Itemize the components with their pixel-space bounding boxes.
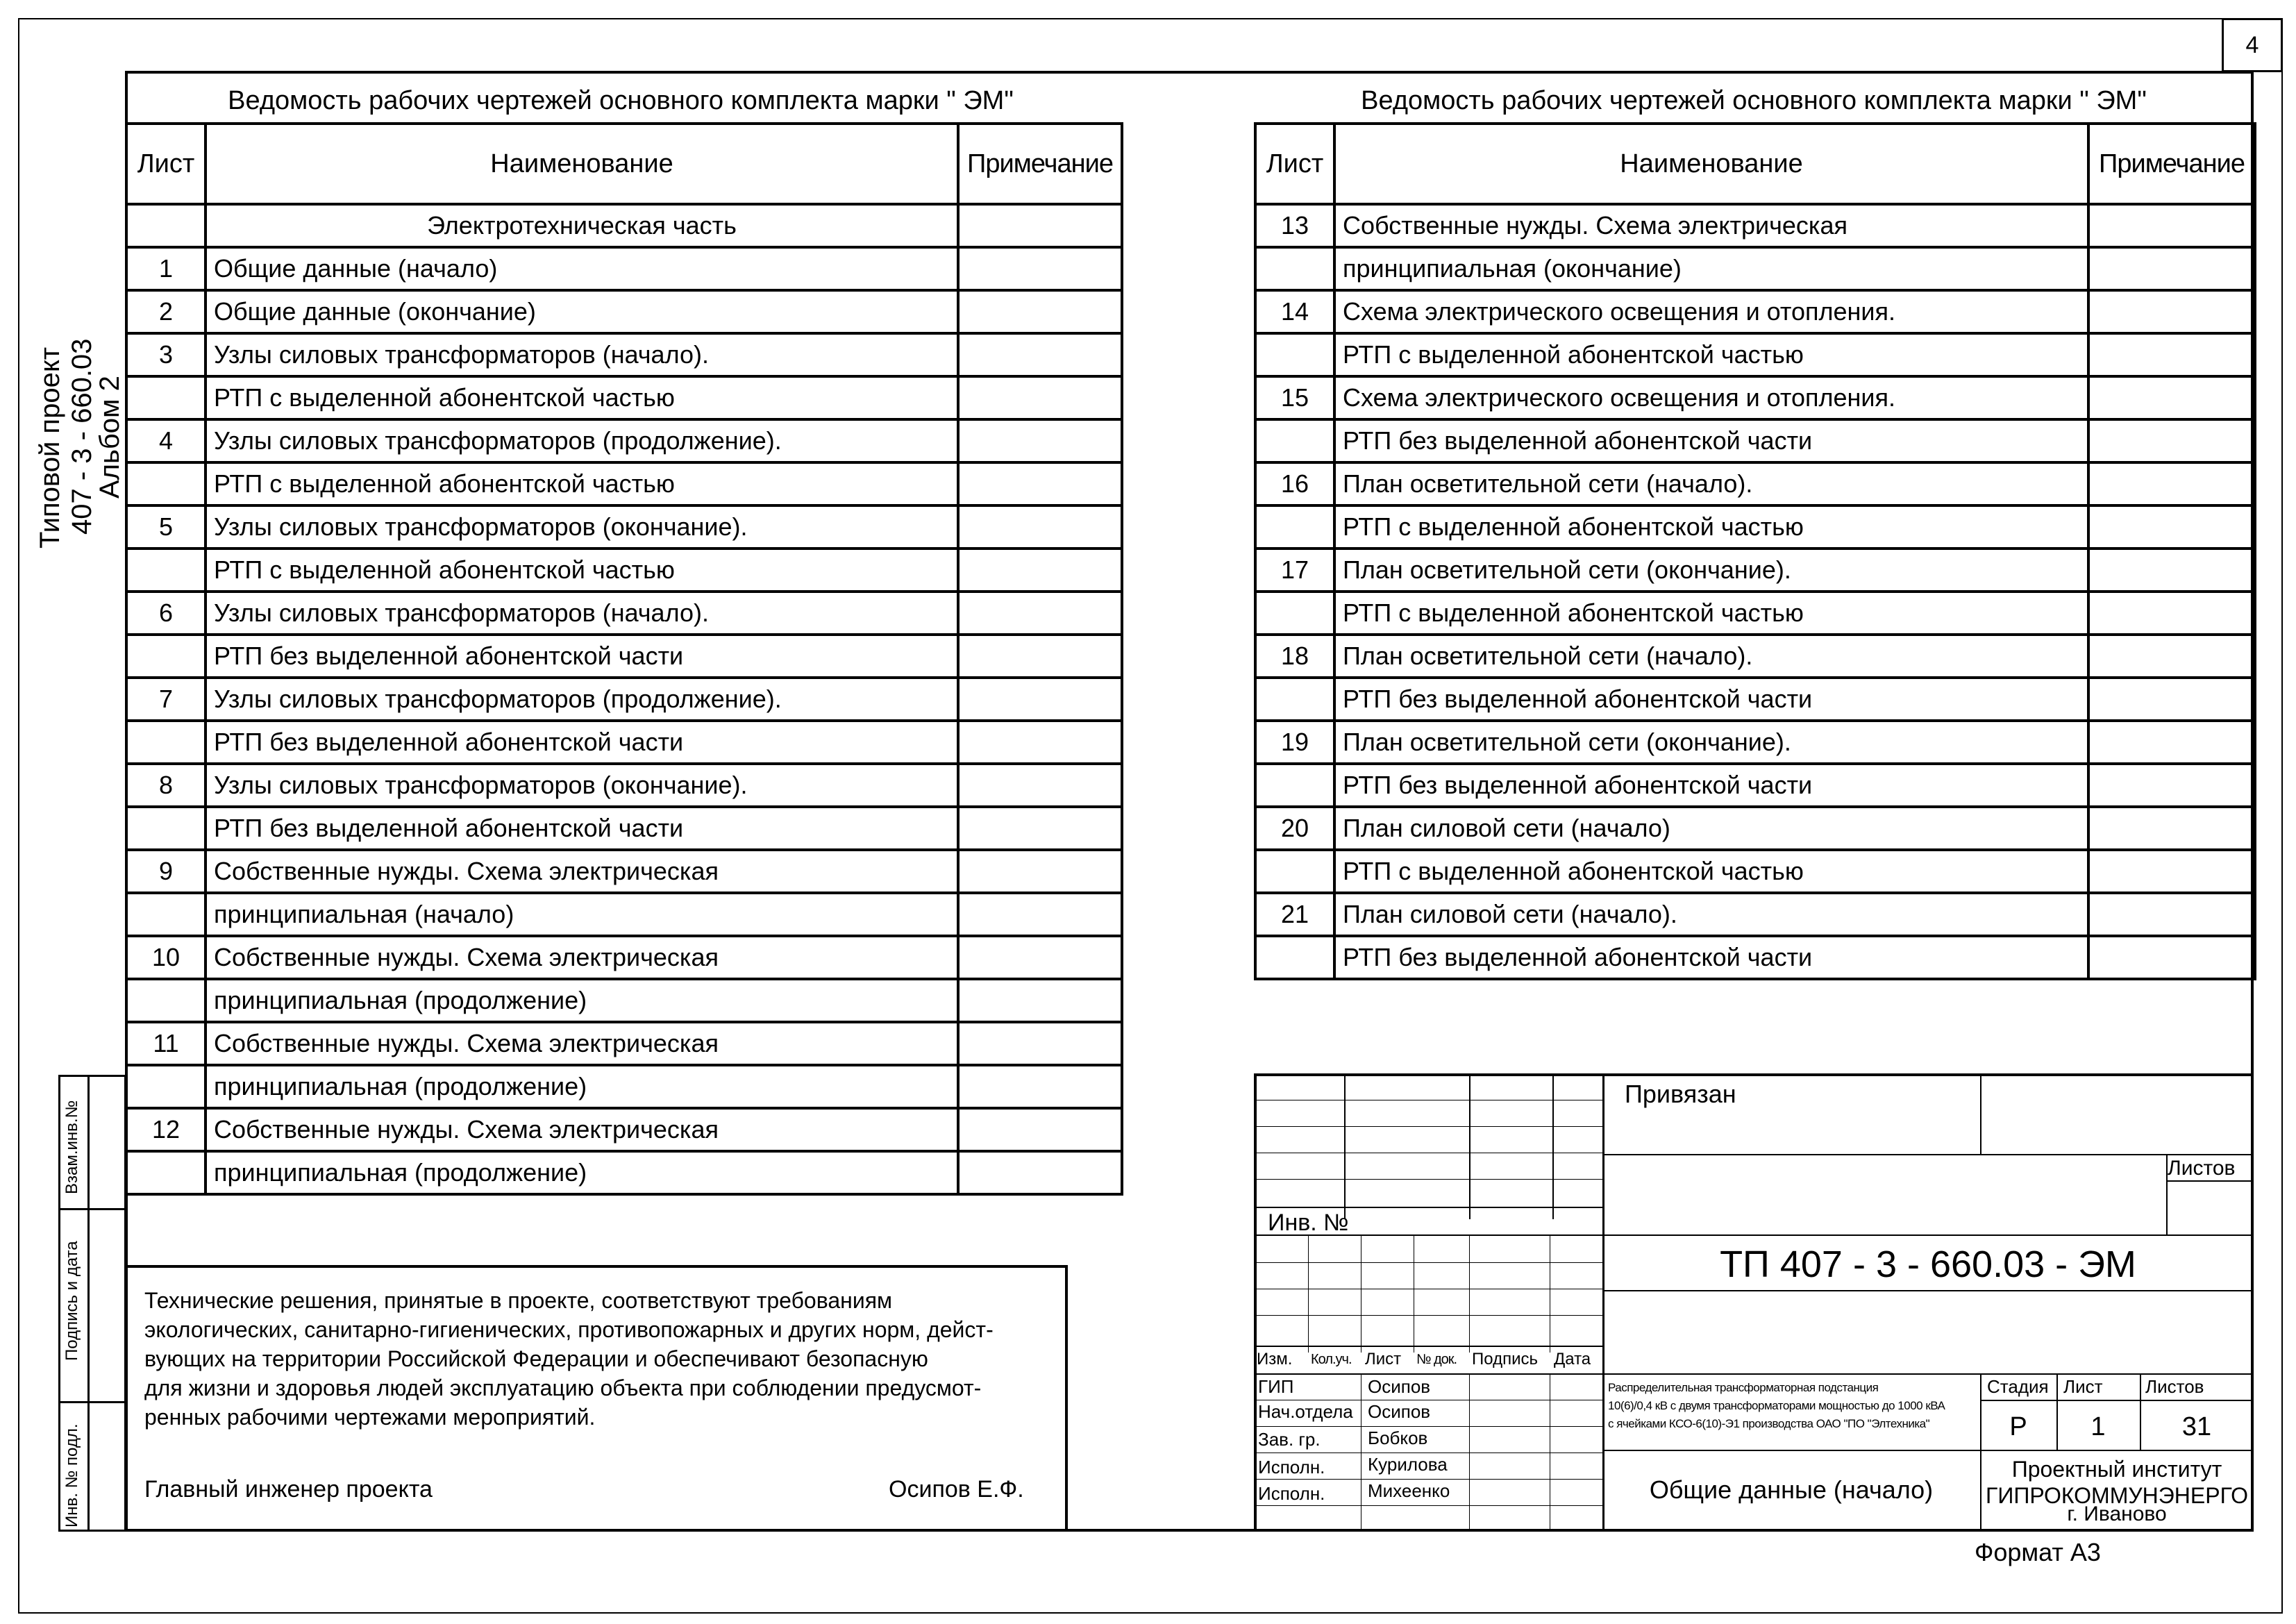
sheet-number-cell xyxy=(126,721,206,764)
note-cell xyxy=(958,721,1122,764)
sheet-number-cell xyxy=(1255,764,1334,807)
note-cell xyxy=(2088,290,2255,333)
sheet-number-cell xyxy=(1255,419,1334,462)
note-cell xyxy=(958,290,1122,333)
sheet-name-cell: принципиальная (продолжение) xyxy=(206,979,958,1022)
note-cell xyxy=(958,376,1122,419)
note-cell xyxy=(2088,635,2255,678)
table-row xyxy=(126,462,1122,505)
table-row xyxy=(126,678,1122,721)
note-cell xyxy=(2088,893,2255,936)
table-row xyxy=(126,850,1122,893)
sheet-number-cell: 7 xyxy=(126,678,206,721)
table-row xyxy=(126,376,1122,419)
note-cell xyxy=(958,462,1122,505)
note-cell xyxy=(958,936,1122,979)
note-cell xyxy=(958,592,1122,635)
format-label: Формат А3 xyxy=(1975,1538,2101,1566)
sheet-name-cell: Узлы силовых трансформаторов (продолжение). xyxy=(206,678,958,721)
note-line: Технические решения, принятые в проекте, соответствуют требованиям xyxy=(144,1288,893,1313)
sheet-number-cell: 13 xyxy=(1255,204,1334,247)
sheet-name-cell: РТП с выделенной абонентской частью xyxy=(1334,333,2088,376)
table-row xyxy=(126,1022,1122,1065)
sheet-number-cell xyxy=(126,807,206,850)
sheet-number-cell xyxy=(126,979,206,1022)
sheet-number-cell: 8 xyxy=(126,764,206,807)
table-header xyxy=(126,124,1122,204)
sheet-number-cell: 9 xyxy=(126,850,206,893)
sheet-number-cell: 10 xyxy=(126,936,206,979)
stage-value: Р xyxy=(2009,1412,2027,1441)
object-line: Распределительная трансформаторная подстанция xyxy=(1608,1381,1879,1394)
note-cell xyxy=(958,807,1122,850)
table-row xyxy=(1255,204,2255,247)
role-nach: Нач.отдела xyxy=(1258,1401,1353,1422)
inv-label: Инв. № подл. xyxy=(62,1423,81,1527)
sheet-name-cell: принципиальная (продолжение) xyxy=(206,1151,958,1194)
note-cell xyxy=(958,850,1122,893)
org-line2: ГИПРОКОММУНЭНЕРГО xyxy=(1986,1483,2248,1508)
table-row xyxy=(1255,936,2255,979)
sheet-number-cell xyxy=(126,1065,206,1108)
sheet-name-cell: РТП без выделенной абонентской части xyxy=(206,635,958,678)
note-cell xyxy=(2088,678,2255,721)
sheet-number-cell: 21 xyxy=(1255,893,1334,936)
sign-label: Подпись и дата xyxy=(62,1241,81,1361)
sheet-name-cell: Схема электрического освещения и отопления. xyxy=(1334,290,2088,333)
sheet-number-cell xyxy=(1255,333,1334,376)
sheet-name-cell: План силовой сети (начало) xyxy=(1334,807,2088,850)
table-row xyxy=(126,1151,1122,1194)
role-ispoln2: Исполн. xyxy=(1258,1483,1325,1504)
vzam-label: Взам.инв.№ xyxy=(62,1100,81,1194)
sheet-name-cell: РТП с выделенной абонентской частью xyxy=(1334,505,2088,549)
sheet-number-cell xyxy=(126,462,206,505)
sheet-number-cell: 14 xyxy=(1255,290,1334,333)
sheet-number-cell: 20 xyxy=(1255,807,1334,850)
col-note: Примечание xyxy=(958,124,1122,204)
right-registry-title: Ведомость рабочих чертежей основного комплекта марки " ЭМ" xyxy=(1361,86,2147,115)
hdr-data: Дата xyxy=(1554,1350,1591,1368)
sheet-name-cell: План осветительной сети (начало). xyxy=(1334,635,2088,678)
sheet-number-cell: 3 xyxy=(126,333,206,376)
compliance-note xyxy=(144,1286,1061,1432)
note-cell xyxy=(2088,505,2255,549)
table-row xyxy=(126,290,1122,333)
name-gip: Осипов xyxy=(1368,1376,1431,1397)
sheet-number-cell: 15 xyxy=(1255,376,1334,419)
note-cell xyxy=(2088,721,2255,764)
sheet-number-cell xyxy=(126,376,206,419)
table-row xyxy=(1255,333,2255,376)
note-cell xyxy=(958,979,1122,1022)
sheet-name-cell: РТП без выделенной абонентской части xyxy=(1334,678,2088,721)
drawing-code: ТП 407 - 3 - 660.03 - ЭМ xyxy=(1720,1244,2136,1285)
sheet-name-cell: принципиальная (окончание) xyxy=(1334,247,2088,290)
table-row xyxy=(126,247,1122,290)
note-cell xyxy=(2088,549,2255,592)
note-line: ренных рабочими чертежами мероприятий. xyxy=(144,1405,596,1430)
sheet-number-cell xyxy=(126,635,206,678)
table-row xyxy=(1255,635,2255,678)
sheets-value: 31 xyxy=(2181,1412,2212,1441)
sheet-number-cell xyxy=(126,204,206,247)
note-line: экологических, санитарно-гигиенических, противопожарных и других норм, дейст- xyxy=(144,1317,994,1342)
note-cell xyxy=(958,764,1122,807)
col-sheet: Лист xyxy=(126,124,206,204)
table-row xyxy=(126,764,1122,807)
table-row xyxy=(1255,592,2255,635)
drawing-name: Общие данные (начало) xyxy=(1649,1475,1934,1504)
note-cell xyxy=(2088,247,2255,290)
table-row xyxy=(1255,247,2255,290)
sheet-number-cell: 19 xyxy=(1255,721,1334,764)
note-cell xyxy=(958,1065,1122,1108)
sheet-number-cell xyxy=(1255,247,1334,290)
sheet-name-cell: Узлы силовых трансформаторов (начало). xyxy=(206,592,958,635)
chief-engineer-name: Осипов Е.Ф. xyxy=(889,1476,1024,1502)
sheet-number-cell: 12 xyxy=(126,1108,206,1151)
note-cell xyxy=(2088,936,2255,979)
table-row xyxy=(126,807,1122,850)
table-row xyxy=(1255,419,2255,462)
sheet-name-cell: РТП с выделенной абонентской частью xyxy=(1334,592,2088,635)
note-cell xyxy=(958,247,1122,290)
sheet-name-cell: Собственные нужды. Схема электрическая xyxy=(206,936,958,979)
sheet-name-cell: РТП без выделенной абонентской части xyxy=(1334,764,2088,807)
table-row xyxy=(1255,549,2255,592)
object-line: с ячейками КСО-6(10)-Э1 производства ОАО "ПО "Элтехника" xyxy=(1608,1417,1930,1430)
table-row xyxy=(126,419,1122,462)
sheet-name-cell: Узлы силовых трансформаторов (окончание). xyxy=(206,505,958,549)
hdr-list: Лист xyxy=(1365,1350,1402,1368)
sheet-name-cell: РТП с выделенной абонентской частью xyxy=(206,549,958,592)
role-gip: ГИП xyxy=(1258,1376,1294,1397)
note-cell xyxy=(2088,376,2255,419)
note-cell xyxy=(958,505,1122,549)
note-cell xyxy=(958,549,1122,592)
hdr-kolich: Кол.уч. xyxy=(1311,1352,1352,1367)
table-row xyxy=(126,1065,1122,1108)
sheet-name-cell: РТП без выделенной абонентской части xyxy=(1334,419,2088,462)
sheet-number-cell xyxy=(1255,678,1334,721)
sheet-name-cell: Узлы силовых трансформаторов (окончание). xyxy=(206,764,958,807)
table-row xyxy=(1255,850,2255,893)
note-cell xyxy=(2088,850,2255,893)
note-cell xyxy=(2088,462,2255,505)
table-row xyxy=(126,1108,1122,1151)
table-row xyxy=(126,635,1122,678)
note-line: вующих на территории Российской Федерации и обеспечивают безопасную xyxy=(144,1346,928,1371)
role-ispoln1: Исполн. xyxy=(1258,1457,1325,1477)
stage-label: Стадия xyxy=(1987,1376,2049,1397)
org-line3: г. Иваново xyxy=(2067,1502,2167,1525)
table-row xyxy=(126,204,1122,247)
note-cell xyxy=(2088,333,2255,376)
note-cell xyxy=(958,1151,1122,1194)
sheet-number-cell xyxy=(126,893,206,936)
name-nach: Осипов xyxy=(1368,1401,1431,1422)
sheet-name-cell: Собственные нужды. Схема электрическая xyxy=(1334,204,2088,247)
table-row xyxy=(126,549,1122,592)
sheet-name-cell: План силовой сети (начало). xyxy=(1334,893,2088,936)
sheet-number-cell: 5 xyxy=(126,505,206,549)
col-name: Наименование xyxy=(1334,124,2088,204)
side-label-line3: Альбом 2 xyxy=(94,376,125,499)
table-row xyxy=(1255,505,2255,549)
sheet-name-cell: Собственные нужды. Схема электрическая xyxy=(206,1022,958,1065)
table-row xyxy=(1255,764,2255,807)
hdr-podpis: Подпись xyxy=(1472,1350,1538,1368)
sheet-name-cell: принципиальная (продолжение) xyxy=(206,1065,958,1108)
name-ispoln2: Михеенко xyxy=(1368,1480,1450,1501)
sheet-name-cell: План осветительной сети (окончание). xyxy=(1334,549,2088,592)
sheet-name-cell: РТП без выделенной абонентской части xyxy=(206,721,958,764)
sheet-name-cell: принципиальная (начало) xyxy=(206,893,958,936)
privyazan-label: Привязан xyxy=(1625,1080,1736,1108)
note-cell xyxy=(2088,419,2255,462)
note-cell xyxy=(2088,764,2255,807)
sheet-name-cell: План осветительной сети (начало). xyxy=(1334,462,2088,505)
sheet-name-cell: РТП без выделенной абонентской части xyxy=(206,807,958,850)
sheet-value: 1 xyxy=(2090,1412,2106,1441)
col-note: Примечание xyxy=(2088,124,2255,204)
note-cell xyxy=(2088,807,2255,850)
hdr-ndok: № док. xyxy=(1416,1352,1457,1367)
sheet-number: 4 xyxy=(2245,32,2259,58)
table-row xyxy=(126,592,1122,635)
left-registry-table xyxy=(125,122,1123,1196)
table-row xyxy=(126,936,1122,979)
note-cell xyxy=(958,893,1122,936)
note-cell xyxy=(958,204,1122,247)
table-row xyxy=(1255,807,2255,850)
object-line: 10(6)/0,4 кВ с двумя трансформаторами мощностью до 1000 кВА xyxy=(1608,1399,1945,1412)
note-cell xyxy=(958,419,1122,462)
table-row xyxy=(1255,290,2255,333)
sheet-number-cell xyxy=(1255,592,1334,635)
note-cell xyxy=(2088,592,2255,635)
col-name: Наименование xyxy=(206,124,958,204)
sheet-number-cell: 11 xyxy=(126,1022,206,1065)
sheet-label: Лист xyxy=(2063,1376,2103,1397)
note-line: для жизни и здоровья людей эксплуатацию объекта при соблюдении предусмот- xyxy=(144,1375,982,1400)
note-cell xyxy=(958,1108,1122,1151)
side-label-line2: 407 - 3 - 660.03 xyxy=(67,338,97,535)
sheet-number-cell xyxy=(126,549,206,592)
right-registry-table xyxy=(1254,122,2256,980)
sheet-name-cell: РТП без выделенной абонентской части xyxy=(1334,936,2088,979)
table-row xyxy=(126,721,1122,764)
sheet-name-cell: Узлы силовых трансформаторов (продолжение). xyxy=(206,419,958,462)
name-zavgr: Бобков xyxy=(1368,1428,1428,1448)
name-ispoln1: Курилова xyxy=(1368,1454,1448,1475)
hdr-izm: Изм. xyxy=(1257,1350,1293,1368)
table-row xyxy=(126,333,1122,376)
table-row xyxy=(1255,376,2255,419)
note-cell xyxy=(958,333,1122,376)
sheet-name-cell: План осветительной сети (окончание). xyxy=(1334,721,2088,764)
sheet-name-cell: РТП с выделенной абонентской частью xyxy=(1334,850,2088,893)
table-row xyxy=(126,893,1122,936)
sheets-label: Листов xyxy=(2145,1376,2204,1397)
sheet-number-cell: 17 xyxy=(1255,549,1334,592)
note-cell xyxy=(958,1022,1122,1065)
sheet-number-cell xyxy=(1255,850,1334,893)
chief-engineer-label: Главный инженер проекта xyxy=(144,1476,433,1502)
sheet-number-cell: 18 xyxy=(1255,635,1334,678)
sheet-number-cell: 4 xyxy=(126,419,206,462)
note-cell xyxy=(2088,204,2255,247)
col-sheet: Лист xyxy=(1255,124,1334,204)
sheet-number-cell: 1 xyxy=(126,247,206,290)
sheet-name-cell: Собственные нужды. Схема электрическая xyxy=(206,850,958,893)
sheet-number-cell: 6 xyxy=(126,592,206,635)
note-cell xyxy=(958,635,1122,678)
sheet-number-cell xyxy=(1255,505,1334,549)
sheet-name-cell: Узлы силовых трансформаторов (начало). xyxy=(206,333,958,376)
object-description xyxy=(1608,1379,1983,1433)
sheet-name-cell: Общие данные (окончание) xyxy=(206,290,958,333)
role-zavgr: Зав. гр. xyxy=(1258,1429,1321,1450)
sheet-name-cell: Общие данные (начало) xyxy=(206,247,958,290)
table-row xyxy=(126,979,1122,1022)
note-cell xyxy=(958,678,1122,721)
table-row xyxy=(1255,893,2255,936)
table-row xyxy=(1255,462,2255,505)
sheet-name-cell: Электротехническая часть xyxy=(206,204,958,247)
sheet-number-cell: 2 xyxy=(126,290,206,333)
sheet-number-cell xyxy=(126,1151,206,1194)
sheet-number-cell: 16 xyxy=(1255,462,1334,505)
table-row xyxy=(1255,721,2255,764)
sheet-name-cell: Схема электрического освещения и отопления. xyxy=(1334,376,2088,419)
sheet-number-cell xyxy=(1255,936,1334,979)
listov-top-label: Листов xyxy=(2168,1157,2236,1180)
left-registry-title: Ведомость рабочих чертежей основного комплекта марки " ЭМ" xyxy=(228,86,1014,115)
table-row xyxy=(1255,678,2255,721)
org-line1: Проектный институт xyxy=(2011,1457,2222,1482)
sheet-name-cell: Собственные нужды. Схема электрическая xyxy=(206,1108,958,1151)
table-row xyxy=(126,505,1122,549)
sheet-name-cell: РТП с выделенной абонентской частью xyxy=(206,462,958,505)
inv-no-label: Инв. № xyxy=(1268,1209,1349,1236)
sheet-name-cell: РТП с выделенной абонентской частью xyxy=(206,376,958,419)
table-header xyxy=(1255,124,2255,204)
side-label-line1: Типовой проект xyxy=(35,346,65,549)
